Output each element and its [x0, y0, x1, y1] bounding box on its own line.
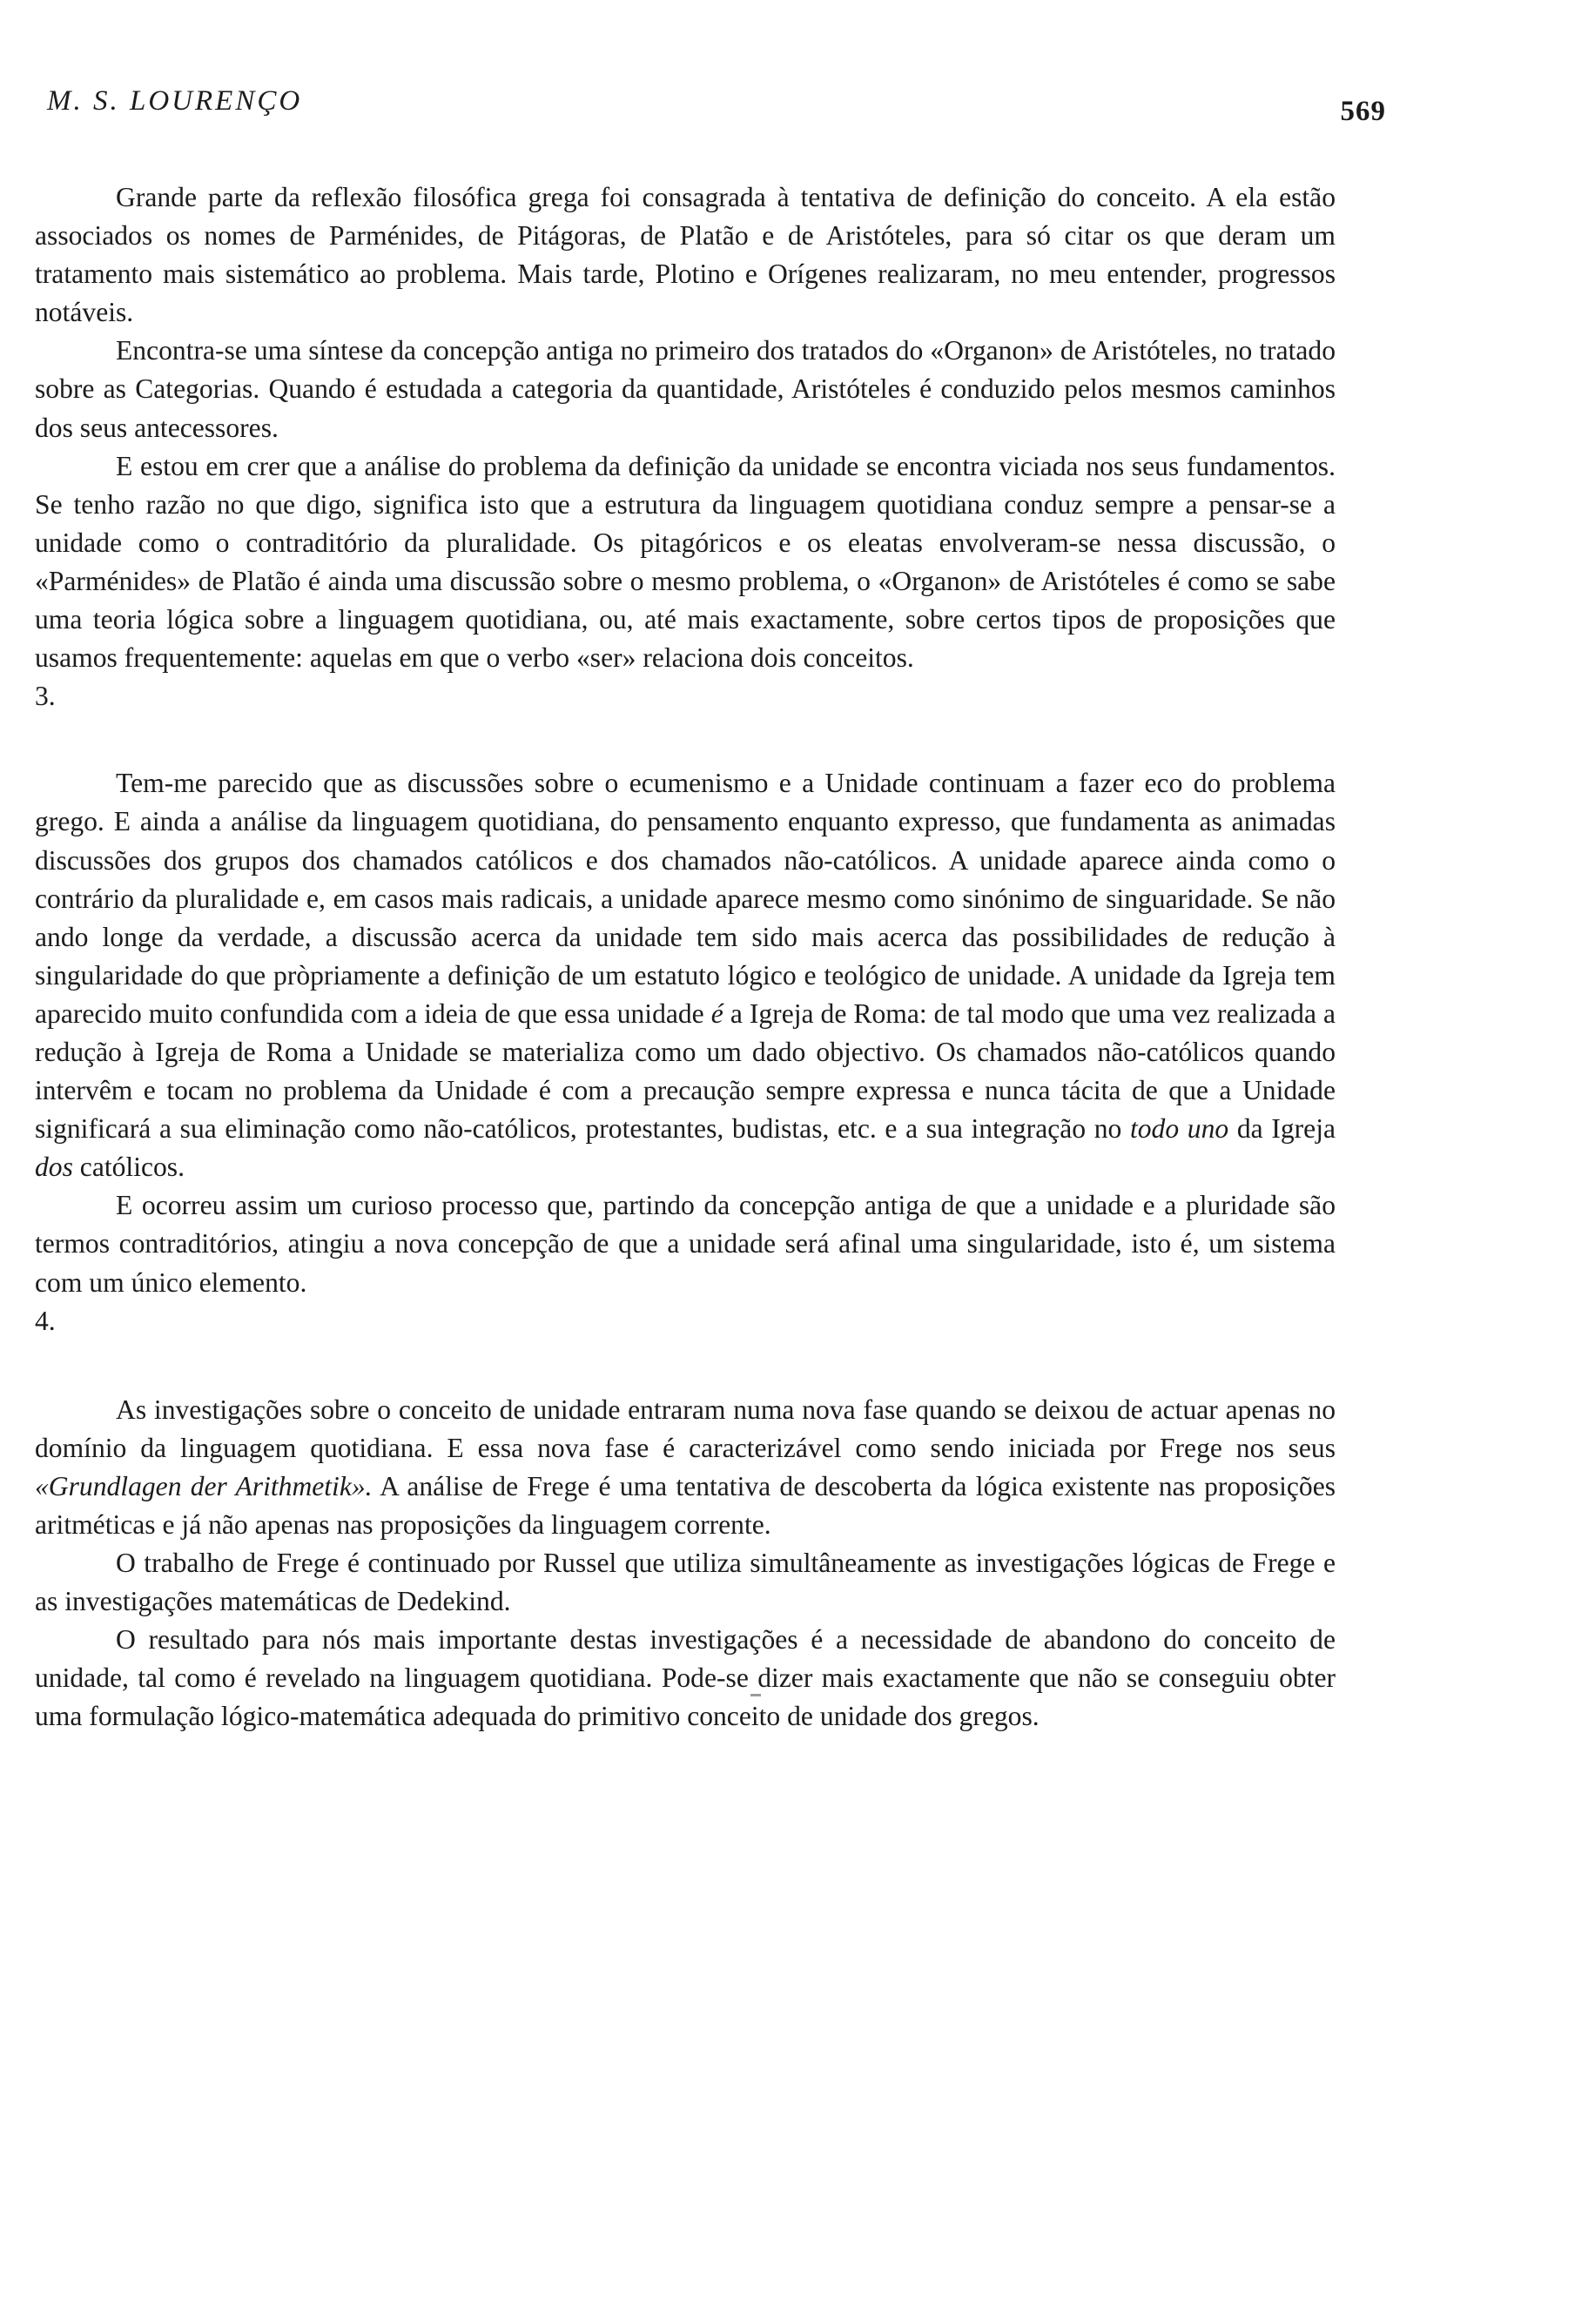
paragraph-section-4-3: O resultado para nós mais importante destas investigações é a necessidade de abandono do conceito de unidade, tal como é revelado na linguagem quotidiana. Pode-se dizer mais exactamente que não se conseguiu obter uma formulação lógico-matemática adequada do primitivo conceito de unidade dos gregos. — [35, 1624, 1336, 1732]
paragraph-section-3-1-text-c: da Igreja — [1236, 1113, 1336, 1145]
paragraph-section-3-1-text-a: Tem-me parecido que as discussões sobre o ecumenismo e a Unidade continuam a fazer eco do problema grego. E ainda a análise da linguagem quotidiana, do pensamento enquanto expresso, que fundamenta as animadas discussões dos grupos dos chamados católicos e dos chamados não-católicos. A unidade aparece ainda como o contrário da pluralidade e, em casos mais radicais, a unidade aparece mesmo como sinónimo de singuaridade. Se não ando longe da verdade, a discussão acerca da unidade tem sido mais acerca das possibilidades de redução à singularidade do que pròpriamente a definição de um estatuto lógico e teológico de unidade. A unidade da Igreja tem aparecido muito confundida com a ideia de que essa unidade — [35, 768, 1336, 1029]
section-number-4: 4. — [35, 1305, 56, 1336]
emphasis-dos: dos — [35, 1152, 73, 1183]
body-text — [35, 178, 1336, 1736]
emphasis-e: é — [710, 997, 723, 1029]
book-title-grundlagen: «Grundlagen der Arithmetik». — [35, 1470, 373, 1501]
running-head-author: M. S. LOURENÇO — [47, 85, 303, 117]
running-head — [47, 85, 1386, 129]
section-number-3: 3. — [35, 681, 56, 712]
paragraph-intro-2: Encontra-se uma síntese da concepção antiga no primeiro dos tratados do «Organon» de Aristóteles, no tratado sobre as Categorias. Quando é estudada a categoria da quantidade, Aristóteles é conduzido pelos mesmos caminhos dos seus antecessores. — [35, 335, 1336, 443]
paragraph-section-3-1-text-d: católicos. — [79, 1152, 185, 1183]
paragraph-section-3-1 — [35, 764, 1336, 1186]
emphasis-todo-uno: todo uno — [1129, 1113, 1229, 1145]
paragraph-section-3-1-text-b: a Igreja de Roma: de tal modo que uma vez realizada a redução à Igreja de Roma a Unidade se materializa como um dado objectivo. Os chamados não-católicos quando intervêm e tocam no problema da Unidade é com a precaução sempre expressa e nunca tácita de que a Unidade significará a sua eliminação como não-católicos, protestantes, budistas, etc. e a sua integração no — [35, 997, 1336, 1145]
paragraph-section-4-1-text-b: A análise de Frege é uma tentativa de descoberta da lógica existente nas proposições aritméticas e já não apenas nas proposições da linguagem corrente. — [35, 1470, 1336, 1540]
page-number: 569 — [1340, 96, 1386, 127]
print-mark — [750, 1694, 761, 1696]
paragraph-intro-1: Grande parte da reflexão filosófica grega foi consagrada à tentativa de definição do conceito. A ela estão associados os nomes de Parménides, de Pitágoras, de Platão e de Aristóteles, para só citar os que deram um tratamento mais sistemático ao problema. Mais tarde, Plotino e Orígenes realizaram, no meu entender, progressos notáveis. — [35, 182, 1336, 328]
paragraph-section-4-1 — [35, 1391, 1336, 1544]
paragraph-section-4-1-text-a: As investigações sobre o conceito de unidade entraram numa nova fase quando se deixou de actuar apenas no domínio da linguagem quotidiana. E essa nova fase é caracterizável como sendo iniciada por Frege nos seus — [35, 1394, 1336, 1463]
paragraph-intro-3: E estou em crer que a análise do problema da definição da unidade se encontra viciada nos seus fundamentos. Se tenho razão no que digo, significa isto que a estrutura da linguagem quotidiana conduz sempre a pensar-se a unidade como o contraditório da pluralidade. Os pitagóricos e os eleatas envolveram-se nessa discussão, o «Parménides» de Platão é ainda uma discussão sobre o mesmo problema, o «Organon» de Aristóteles é como se sabe uma teoria lógica sobre a linguagem quotidiana, ou, até mais exactamente, sobre certos tipos de proposições que usamos frequentemente: aquelas em que o verbo «ser» relaciona dois conceitos. — [35, 450, 1336, 674]
paragraph-section-4-2: O trabalho de Frege é continuado por Russel que utiliza simultâneamente as investigações lógicas de Frege e as investigações matemáticas de Dedekind. — [35, 1548, 1336, 1617]
paragraph-section-3-2: E ocorreu assim um curioso processo que, partindo da concepção antiga de que a unidade e a pluridade são termos contraditórios, atingiu a nova concepção de que a unidade será afinal uma singularidade, isto é, um sistema com um único elemento. — [35, 1190, 1336, 1298]
